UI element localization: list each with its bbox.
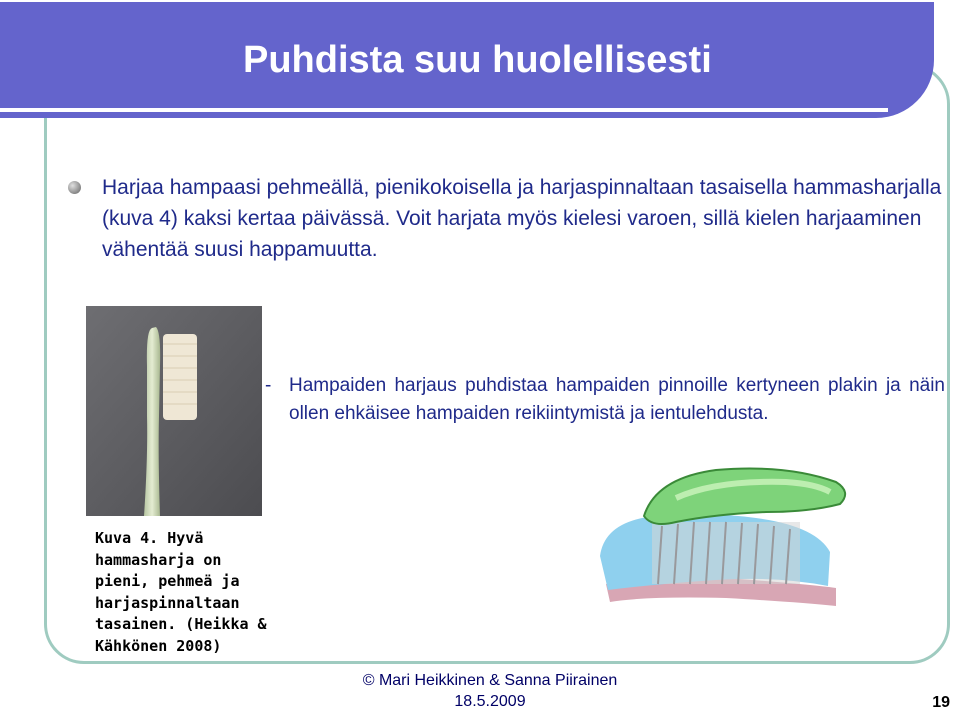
- title-underline: [0, 108, 888, 112]
- dash-marker: -: [265, 375, 272, 396]
- footer-credit: © Mari Heikkinen & Sanna Piirainen: [362, 672, 618, 689]
- footer-date: 18.5.2009: [454, 693, 526, 710]
- figure-caption: Kuva 4. Hyvä hammasharja on pieni, pehmeä ja harjaspinnaltaan tasainen. (Heikka & Kähkönen 2008): [95, 529, 267, 655]
- title-band: [0, 2, 934, 118]
- slide-title: Puhdista suu huolellisesti: [243, 39, 712, 81]
- dash-item-text: Hampaiden harjaus puhdistaa hampaiden pinnoille kertyneen plakin ja näin ollen ehkäisee hampaiden reikiintymistä ja ientulehdusta.: [289, 375, 945, 424]
- page-number: 19: [932, 694, 950, 711]
- bullet-text: Harjaa hampaasi pehmeällä, pienikokoisella ja harjaspinnaltaan tasaisella hammasharjalla (kuva 4) kaksi kertaa päivässä. Voit harjata myös kielesi varoen, sillä kielen harjaaminen vähentää suusi happamuutta.: [102, 176, 942, 261]
- toothbrush-on-teeth-drawing: [596, 456, 858, 614]
- toothbrush-photo: [86, 306, 262, 516]
- dash-list-item: [265, 372, 945, 428]
- bullet-dot-icon: [68, 181, 81, 194]
